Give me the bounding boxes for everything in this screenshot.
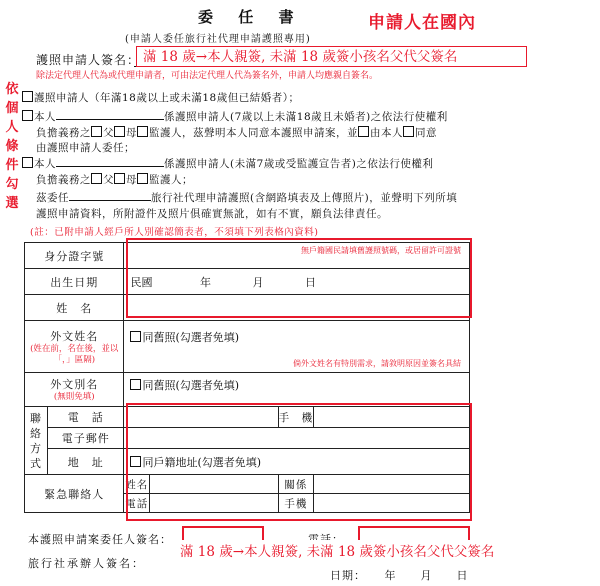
dob-year: 年 — [199, 275, 211, 289]
clause-3-guardian-checkbox[interactable] — [137, 173, 148, 184]
clause-2-mother: 母 — [126, 127, 137, 139]
clause-1-text: 護照申請人（年滿18歲以上或未滿18歲但已結婚者）； — [34, 92, 300, 104]
address-same-label: 同戶籍地址(勾選者免填) — [142, 455, 262, 469]
side-note-select-by-condition: 依個人條件勾選 — [5, 82, 19, 211]
clause-3-mother-checkbox[interactable] — [114, 173, 125, 184]
annotation-in-country: 申請人在國內 — [368, 13, 476, 33]
phone-label: 電 話 — [47, 407, 124, 428]
clause-2-self-checkbox[interactable] — [358, 126, 369, 137]
clause-2-by-self: 由本人 — [370, 127, 403, 139]
clause-2-name-blank[interactable] — [56, 119, 164, 120]
clause-2-consent: 監護人，茲聲明本人同意本護照申請案，並 — [149, 127, 358, 139]
id-number-label: 身分證字號 — [25, 243, 124, 269]
foreign-name-field[interactable] — [124, 321, 470, 373]
page-subtitle: (申請人委任旅行社代理申請護照專用) — [125, 34, 311, 45]
clause-2-agree: 同意 — [415, 127, 437, 139]
dob-label: 出生日期 — [25, 269, 124, 295]
em-relation-label: 關係 — [278, 475, 314, 494]
table-red-note: (註：已附申請人經戶所人別確認簡表者，不須填下列表格內資料) — [30, 227, 319, 238]
dob-day: 日 — [304, 275, 316, 289]
alias-note: (無則免填) — [53, 392, 95, 402]
foreign-name-red-note: 倘外文姓名有特別需求，請敘明原因並簽名具結 — [293, 359, 461, 368]
date-label: 日期： 年 月 日 — [330, 569, 469, 582]
applicant-signature-label: 護照申請人簽名： — [36, 53, 141, 67]
applicant-signature-red-note: 滿 18 歲→本人親簽, 未滿 18 歲簽小孩名父代父簽名 — [136, 46, 527, 67]
clause-2-duty: 負擔義務之 — [36, 127, 91, 139]
alias-field[interactable] — [124, 373, 470, 407]
foreign-name-label-cell — [25, 321, 124, 373]
clause-2-line-3: 由護照申請人委任； — [36, 142, 135, 154]
clause-2-guardian-checkbox[interactable] — [137, 126, 148, 137]
clause-3-text: 係護照申請人(未滿7歲或受監護宣告者)之依法行使權利 — [164, 158, 434, 170]
foreign-name-same-checkbox[interactable] — [130, 331, 141, 342]
clause-2-agree-checkbox[interactable] — [403, 126, 414, 137]
agency-signature-label: 旅行社承辦人簽名： — [28, 557, 145, 570]
clause-2-mother-checkbox[interactable] — [114, 126, 125, 137]
email-label: 電子郵件 — [47, 428, 124, 449]
address-label: 地 址 — [47, 449, 124, 475]
clause-1 — [22, 90, 299, 105]
clause-2-checkbox[interactable] — [22, 110, 33, 121]
foreign-name-label: 外文姓名 — [50, 329, 99, 343]
clause-4-line-2: 護照申請資料，所附證件及照片俱確實無訛，如有不實，願負法律責任。 — [36, 208, 388, 220]
alias-same-label: 同舊照(勾選者免填) — [142, 379, 240, 392]
bottom-signature-red-note: 滿 18 歲→本人親簽, 未滿 18 歲簽小孩名父代父簽名 — [178, 540, 580, 564]
clause-2-father: 父 — [103, 127, 114, 139]
clause-4-line-1 — [36, 190, 457, 205]
clause-3-name-blank[interactable] — [56, 166, 164, 167]
clause-2-line-1 — [22, 109, 448, 124]
clause-3-line-1 — [22, 156, 433, 171]
name-label: 姓 名 — [25, 295, 124, 321]
red-frame-contact-section — [126, 403, 472, 521]
signature-small-note: 除法定代理人代為或代理申請者，可由法定代理人代為簽名外，申請人均應親自簽名。 — [36, 71, 379, 81]
dob-era: 民國 — [130, 275, 153, 289]
em-mobile-label: 手機 — [278, 494, 314, 513]
dob-month: 月 — [252, 275, 264, 289]
clause-2-self: 本人 — [34, 111, 56, 123]
clause-3-father: 父 — [103, 174, 114, 186]
clause-1-checkbox[interactable] — [22, 91, 33, 102]
clause-2-text: 係護照申請人(7歲以上未滿18歲且未婚者)之依法行使權利 — [164, 111, 448, 123]
mobile-label: 手 機 — [278, 407, 314, 428]
contact-group-label: 聯絡方式 — [25, 407, 48, 475]
em-name-label: 姓名 — [124, 475, 150, 494]
clause-3-duty: 負擔義務之 — [36, 174, 91, 186]
clause-4-text: 旅行社代理申請護照(含網路填表及上傳照片)，並聲明下列所填 — [151, 192, 458, 204]
clause-4-delegate: 茲委任 — [36, 192, 69, 204]
em-phone-label: 電話 — [124, 494, 150, 513]
delegate-signature-label: 本護照申請案委任人簽名： — [28, 533, 172, 546]
clause-3-line-2 — [36, 172, 193, 187]
alias-label-cell — [25, 373, 124, 407]
alias-same-checkbox[interactable] — [130, 379, 141, 390]
clause-3-guardian: 監護人； — [149, 174, 193, 186]
foreign-name-note: (姓在前，名在後，並以「，」區隔) — [30, 343, 119, 365]
page-title: 委 任 書 — [198, 8, 304, 26]
clause-3-self: 本人 — [34, 158, 56, 170]
clause-3-mother: 母 — [126, 174, 137, 186]
foreign-name-same-label: 同舊照(勾選者免填) — [142, 331, 240, 344]
id-number-note: 無戶籍國民請填舊護照號碼，或居留許可證號 — [301, 246, 461, 255]
clause-3-checkbox[interactable] — [22, 157, 33, 168]
clause-4-agency-blank[interactable] — [69, 200, 151, 201]
red-frame-id-section — [126, 238, 472, 318]
alias-label: 外文別名 — [50, 378, 99, 391]
clause-2-father-checkbox[interactable] — [91, 126, 102, 137]
emergency-contact-label: 緊急聯絡人 — [25, 475, 124, 513]
clause-3-father-checkbox[interactable] — [91, 173, 102, 184]
clause-2-line-2 — [36, 125, 437, 140]
